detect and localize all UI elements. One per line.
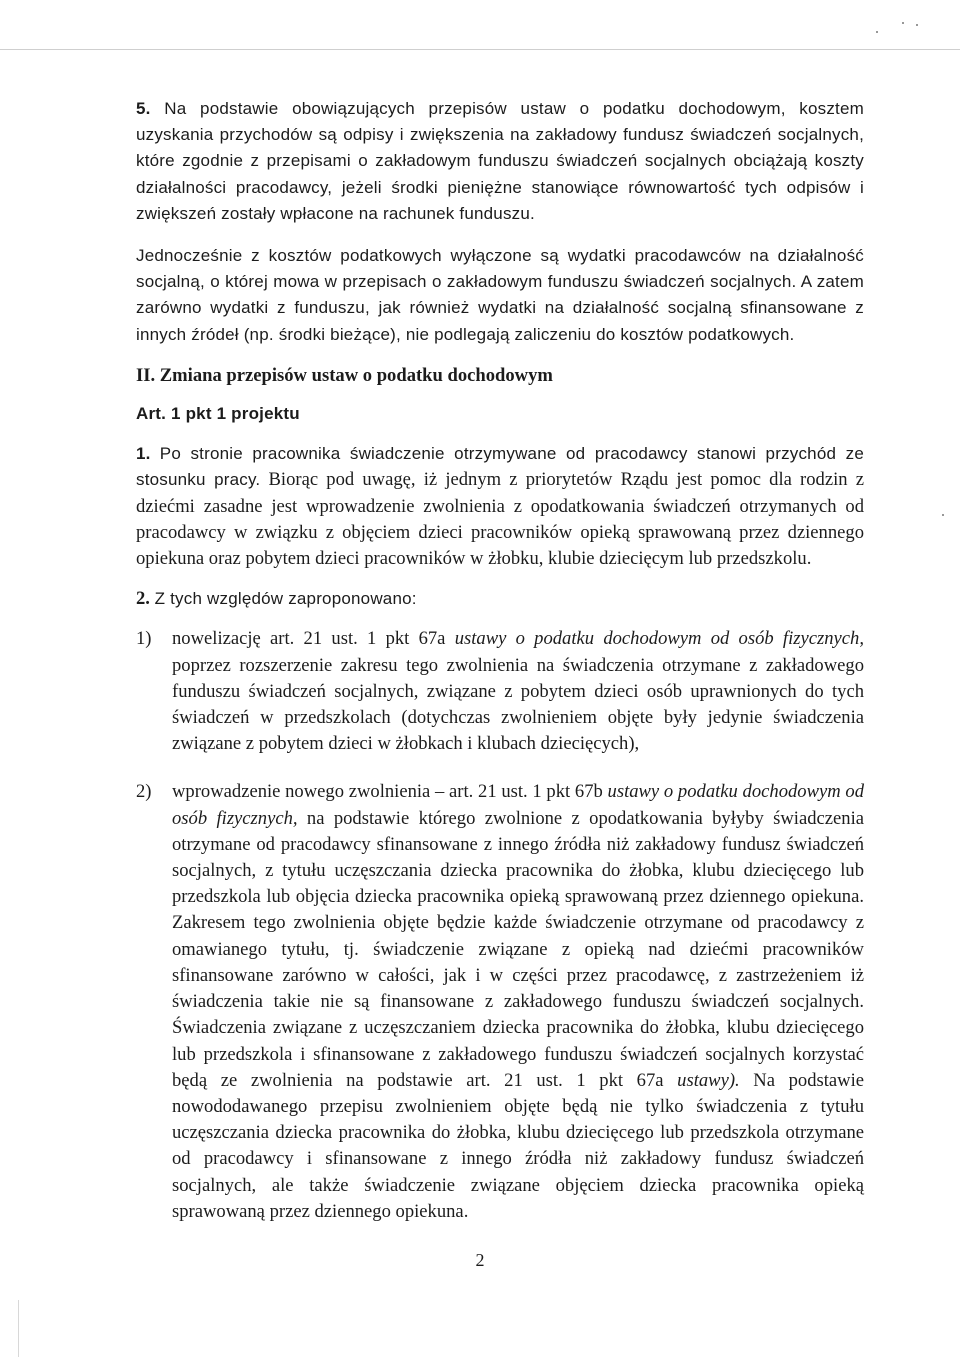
list-item-1-text-b: poprzez rozszerzenie zakresu tego zwolnienia na świadczenia otrzymane z zakładowego funduszu świadczeń socjalnych, związane z pobytem dzieci osób uprawnionych do tych świadczeń w przedszkolach (dotychczas zwolnieniem objęte były jedynie świadczenia związane z pobytem dzieci w żłobkach i klubach dziecięcych), <box>172 654 864 755</box>
section-heading: II. Zmiana przepisów ustaw o podatku dochodowym <box>136 364 553 386</box>
list-item-2-text-b: na podstawie którego zwolnione z opodatkowania byłyby świadczenia otrzymane od pracodawcy sfinansowane z innego źródła niż zakładowy fundusz świadczeń socjalnych, z tytułu uczęszczania dziecka pracownika do żłobka, klubu dziecięcego lub przedszkola lub objęcia dziecka pracownika opieką sprawowaną przez dziennego opiekuna. Zakresem tego zwolnienia objęte będzie każde świadczenie otrzymane od pracodawcy z omawianego tytułu, tj. świadczenie związane z opieką nad dziećmi pracowników sfinansowane zarówno w całości, jak i w części przez pracodawcę, z zastrzeżeniem iż świadczenia takie nie są finansowane z zakładowego funduszu świadczeń socjalnych. Świadczenia związane z uczęszczaniem dziecka pracownika do żłobka, klubu dziecięcego lub przedszkola i sfinansowane z zakładowego funduszu świadczeń socjalnych korzystać będą ze zwolnienia na podstawie art. 21 ust. 1 pkt 67a <box>172 807 864 1091</box>
point-1-text-serif: Biorąc pod uwagę, iż jednym z priorytetów Rządu jest pomoc dla rodzin z dziećmi zasadne jest wprowadzenie zwolnienia z opodatkowania świadczeń otrzymanych od pracodawcy w związku z objęciem dzieci pracowników opieką sprawowaną przez dziennego opiekuna oraz pobytem dzieci pracowników w żłobku, klubie dziecięcym lub przedszkolu. <box>136 469 864 570</box>
list-item-1 <box>136 626 864 757</box>
scan-edge-line <box>0 49 960 50</box>
scan-speck <box>876 31 878 33</box>
section-5-paragraph <box>136 96 864 227</box>
scan-speck <box>916 24 918 26</box>
section-5-text: Na podstawie obowiązujących przepisów ustaw o podatku dochodowym, kosztem uzyskania przychodów są odpisy i zwiększenia na zakładowy fundusz świadczeń socjalnych, które zgodnie z przepisami o zakładowym funduszu świadczeń socjalnych obciążają koszty działalności pracodawcy, jeżeli środki pieniężne stanowiące równowartość tych odpisów i zwiększeń zostały wpłacone na rachunek funduszu. <box>136 99 864 223</box>
list-item-1-text <box>172 626 864 757</box>
list-item-2-marker: 2) <box>136 781 152 803</box>
scan-edge-line-left <box>18 1300 19 1357</box>
article-reference: Art. 1 pkt 1 projektu <box>136 404 300 424</box>
scan-speck <box>902 22 904 24</box>
point-2-text: Z tych względów zaproponowano: <box>154 589 417 609</box>
list-item-2-text-c: Na podstawie nowododawanego przepisu zwolnieniem objęte będą nie tylko świadczenia z tytułu uczęszczania dziecka pracownika do żłobka, klubu dziecięcego lub przedszkola otrzymane od pracodawcy i sfinansowane z innego źródła niż zakładowy fundusz świadczeń socjalnych, ale także świadczenie związane objęciem dziecka pracownika opieką sprawowaną przez dziennego opiekuna. <box>172 1069 865 1222</box>
scan-speck <box>942 514 944 516</box>
list-item-2-act-ref: ustawy). <box>677 1069 740 1091</box>
point-1-number: 1. <box>136 444 151 464</box>
point-2-number: 2. <box>136 588 150 610</box>
list-item-2-text-a: wprowadzenie nowego zwolnienia – art. 21 ust. 1 pkt 67b <box>172 781 608 803</box>
list-item-2-act-title: ustawy o podatku dochodowym od osób fizycznych, <box>172 781 864 829</box>
list-item-2-text <box>172 779 864 1224</box>
point-1-paragraph <box>136 441 864 572</box>
section-5-number: 5. <box>136 99 151 118</box>
point-1-text-sans: Po stronie pracownika świadczenie otrzymywane od pracodawcy stanowi przychód ze stosunku pracy. <box>136 444 864 490</box>
point-2-paragraph <box>136 586 864 612</box>
list-item-1-text-a: nowelizację art. 21 ust. 1 pkt 67a <box>172 628 455 650</box>
list-item-2 <box>136 779 864 1224</box>
page-number: 2 <box>475 1250 485 1270</box>
list-item-1-act-title: ustawy o podatku dochodowym od osób fizycznych, <box>454 628 864 650</box>
document-page <box>136 96 864 1225</box>
paragraph-social-activity: Jednocześnie z kosztów podatkowych wyłączone są wydatki pracodawców na działalność socjalną, o której mowa w przepisach o zakładowym funduszu świadczeń socjalnych. A zatem zarówno wydatki z funduszu, jak również wydatki na działalność socjalną sfinansowane z innych źródeł (np. środki bieżące), nie podlegają zaliczeniu do kosztów podatkowych. <box>136 246 864 344</box>
list-item-1-marker: 1) <box>136 628 152 650</box>
